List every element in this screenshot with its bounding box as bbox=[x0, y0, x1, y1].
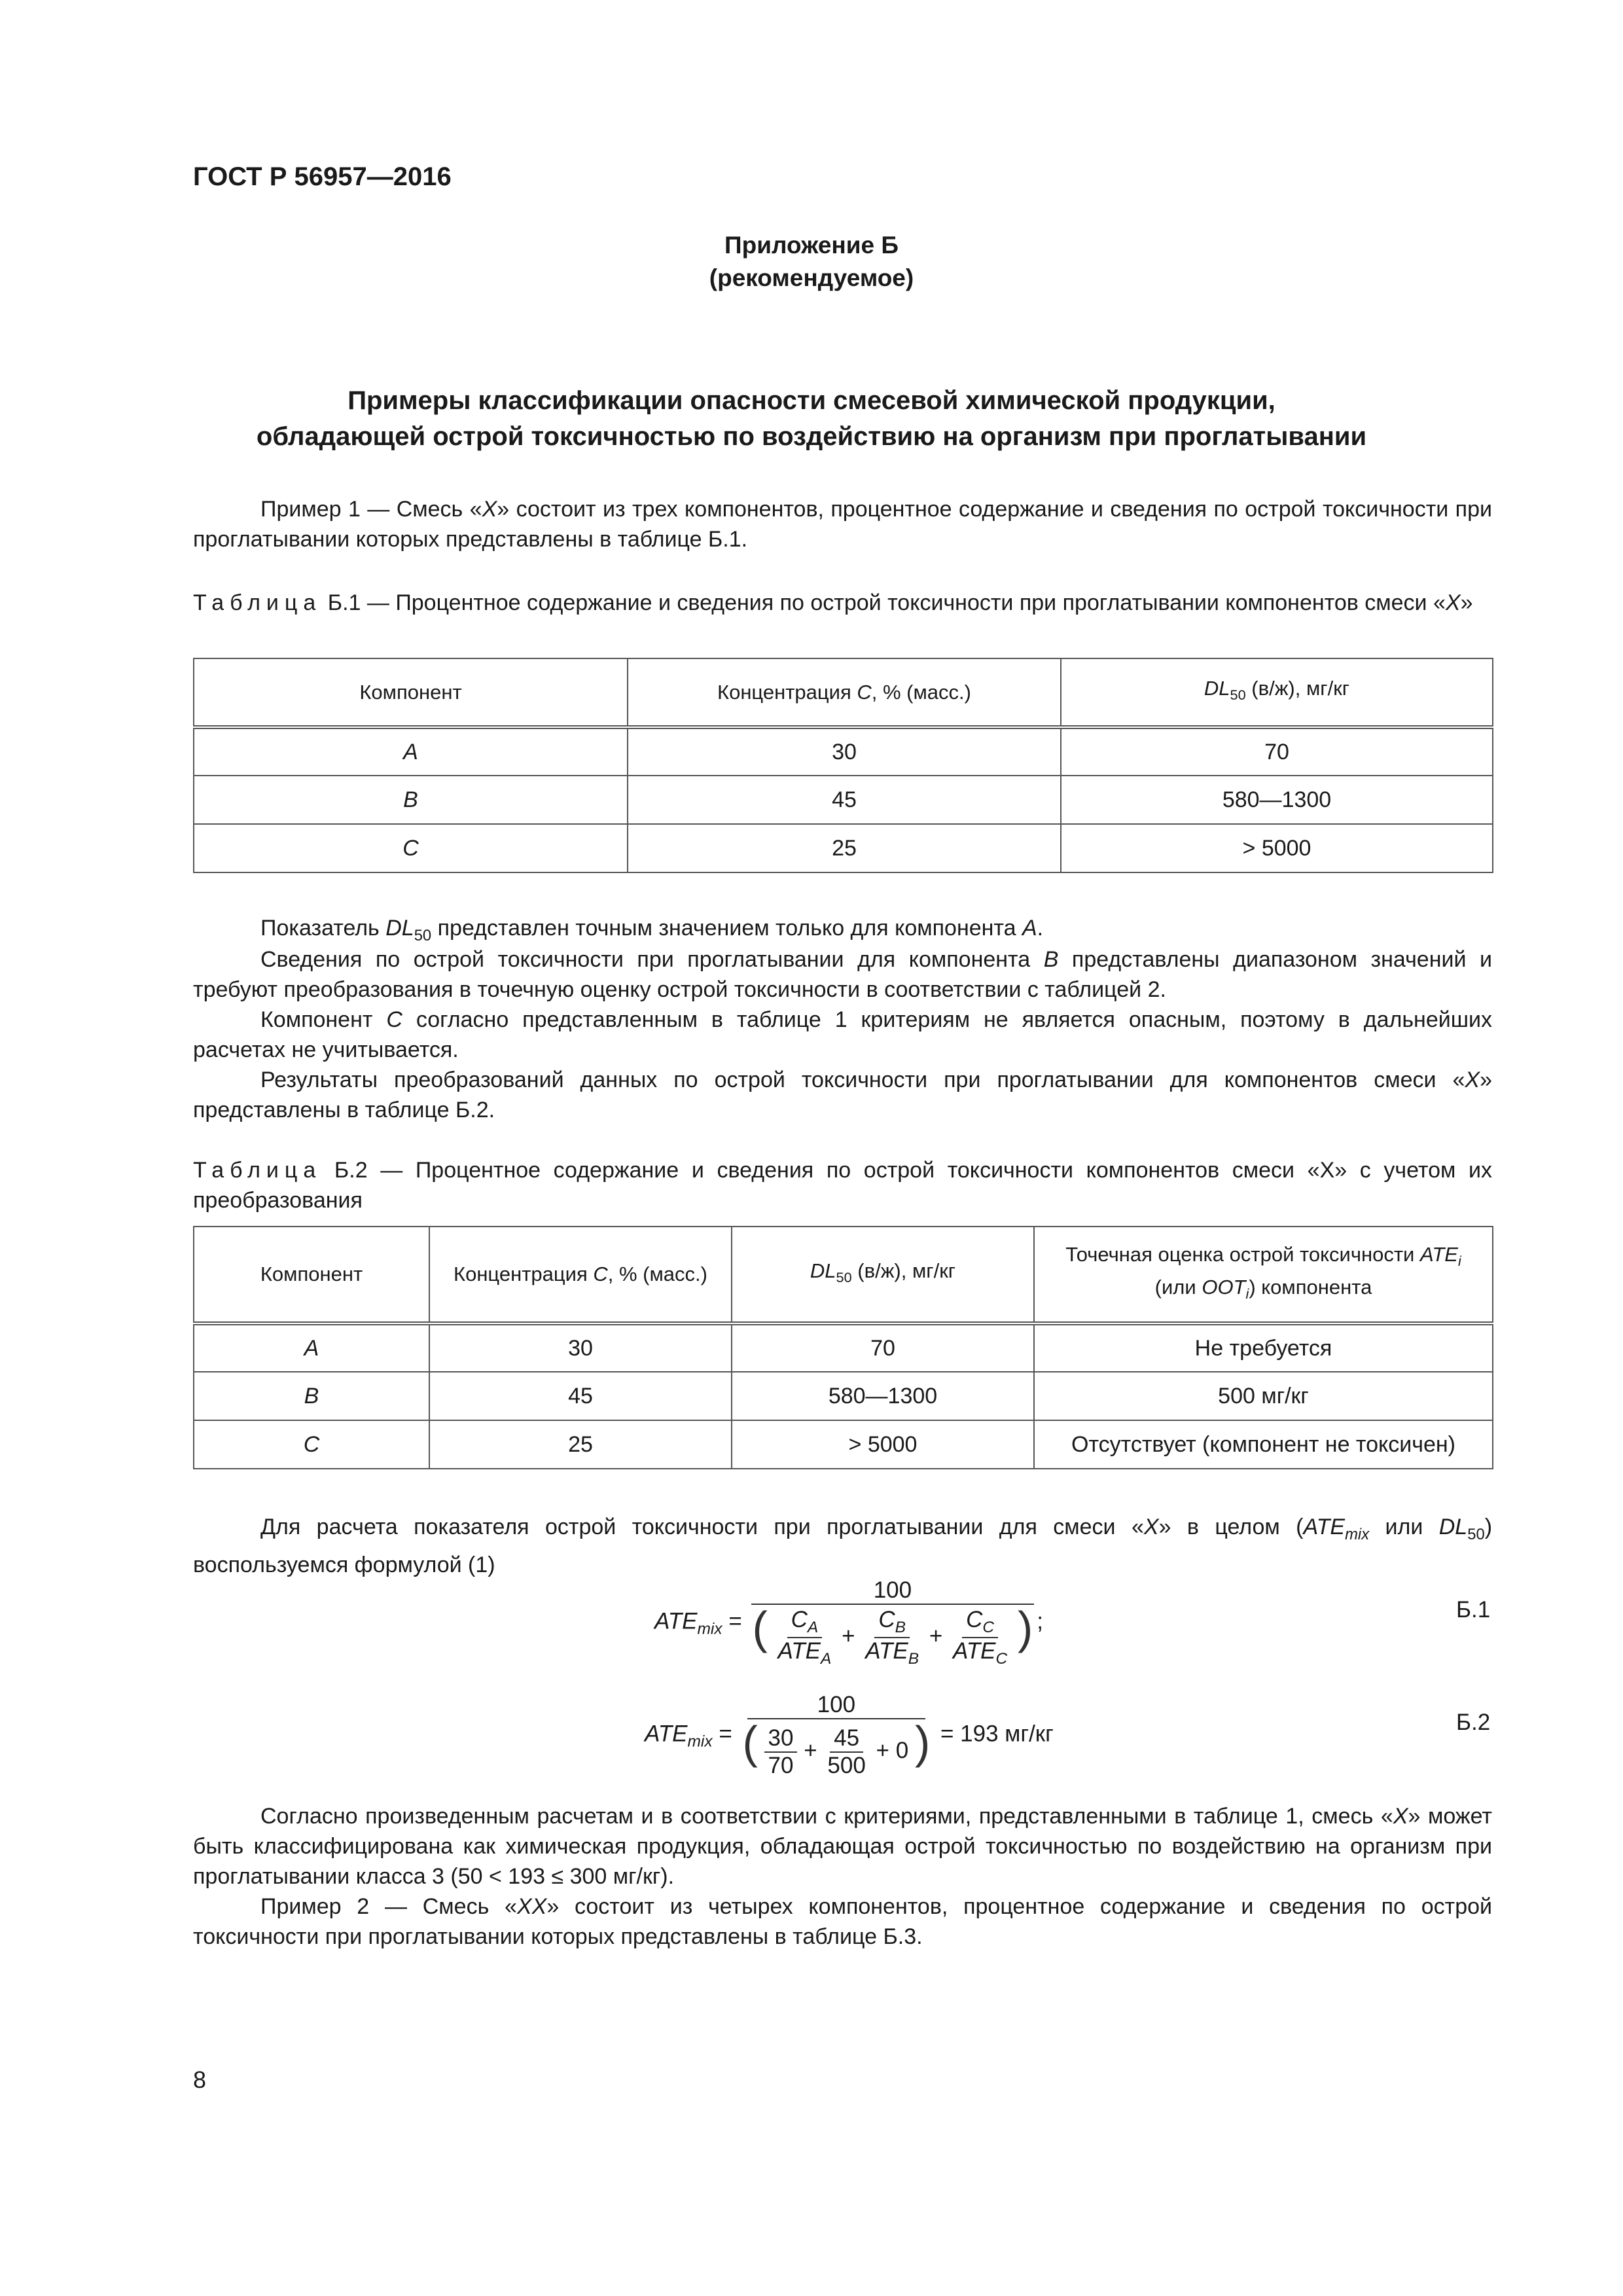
conclusion-paragraph: Согласно произведенным расчетам и в соответствии с критериями, представленными в таблице 1, смесь «X» может быть классифицирована как химическая продукция, обладающая острой токсичностью по воздействию на организм при проглатывании класса 3 (50 < 193 ≤ 300 мг/кг). bbox=[193, 1804, 1493, 1889]
table2-cell-ate: Отсутствует (компонент не токсичен) bbox=[1034, 1420, 1493, 1469]
table-row bbox=[194, 1372, 1493, 1420]
table2-cell-concentration: 25 bbox=[429, 1420, 732, 1469]
table2-header-dl50: $DL_{50}$ (в/ж), мг/кг bbox=[732, 1227, 1034, 1323]
table2-cell-dl50: 70 bbox=[732, 1323, 1034, 1372]
table-row bbox=[194, 727, 1493, 776]
annex-label: Приложение Б bbox=[724, 232, 899, 259]
table1-caption: Таблица Б.1 — Процентное содержание и сведения по острой токсичности при проглатывании компонентов смеси «X» bbox=[193, 590, 1473, 615]
table1-header-dl50: $DL_{50}$ (в/ж), мг/кг bbox=[1061, 658, 1493, 727]
table2-header-ate: Точечная оценка острой токсичности $ATE_i$ (или $OOT_i$) компонента bbox=[1034, 1227, 1493, 1323]
annex-title bbox=[0, 383, 1623, 455]
table2-header-concentration: Концентрация C, % (масс.) bbox=[429, 1227, 732, 1323]
calc-intro-paragraph: Для расчета показателя острой токсичности при проглатывании для смеси «X» в целом ($ATE_{mix}$ или $DL_{50}$) воспользуемся формулой (1) bbox=[193, 1515, 1493, 1577]
table2-cell-concentration: 30 bbox=[429, 1323, 732, 1372]
table-row bbox=[194, 776, 1493, 824]
table2-cell-component: A bbox=[194, 1323, 429, 1372]
table1-header-component: Компонент bbox=[194, 658, 628, 727]
document-code: ГОСТ Р 56957—2016 bbox=[193, 162, 452, 191]
table2-cell-dl50: 580—1300 bbox=[732, 1372, 1034, 1420]
table2-header-row bbox=[194, 1227, 1493, 1323]
table2-cell-component: B bbox=[194, 1372, 429, 1420]
table-row bbox=[194, 1323, 1493, 1372]
table1-cell-component: C bbox=[194, 824, 628, 872]
table1-cell-concentration: 25 bbox=[628, 824, 1061, 872]
annex-title-line2: обладающей острой токсичностью по воздействию на организм при проглатывании bbox=[256, 422, 1367, 451]
table2 bbox=[193, 1226, 1493, 1469]
annex-title-line1: Примеры классификации опасности смесевой химической продукции, bbox=[348, 386, 1275, 415]
example2-paragraph: Пример 2 — Смесь «XX» состоит из четырех компонентов, процентное содержание и сведения по острой токсичности при проглатывании которых представлены в таблице Б.3. bbox=[193, 1894, 1493, 1949]
table1-cell-component: A bbox=[194, 727, 628, 776]
table1-header-concentration: Концентрация C, % (масс.) bbox=[628, 658, 1061, 727]
paragraph-results: Результаты преобразований данных по острой токсичности при проглатывании для компонентов смеси «X» представлены в таблице Б.2. bbox=[193, 1067, 1492, 1122]
formula-b2-number: Б.2 bbox=[1456, 1710, 1491, 1735]
table2-header-component: Компонент bbox=[194, 1227, 429, 1323]
paragraph-component-c: Компонент C согласно представленным в таблице 1 критериям не является опасным, поэтому в дальнейших расчетах не учитывается. bbox=[193, 1007, 1493, 1062]
table1-cell-dl50: 580—1300 bbox=[1061, 776, 1493, 824]
table1-cell-concentration: 45 bbox=[628, 776, 1061, 824]
example1-paragraph: Пример 1 — Смесь «X» состоит из трех компонентов, процентное содержание и сведения по острой токсичности при проглатывании которых представлены в таблице Б.1. bbox=[193, 497, 1492, 552]
formula-b2: $ATE_{mix}$ = 100 ( $\frac{30}{70}$ + $\frac{45}{500}$ + 0 ) = 193 мг/кг bbox=[645, 1692, 1054, 1778]
formula-b1-number: Б.1 bbox=[1456, 1597, 1491, 1623]
formula-b2-fraction: 100 ( $\frac{30}{70}$ + $\frac{45}{500}$ + 0 ) bbox=[742, 1692, 931, 1778]
paragraph-component-b: Сведения по острой токсичности при проглатывании для компонента B представлены диапазоном значений и требуют преобразования в точечную оценку острой токсичности в соответствии с таблицей 2. bbox=[193, 947, 1493, 1002]
annex-heading bbox=[0, 229, 1623, 295]
table1-cell-dl50: > 5000 bbox=[1061, 824, 1493, 872]
table2-cell-ate: Не требуется bbox=[1034, 1323, 1493, 1372]
table1-cell-component: B bbox=[194, 776, 628, 824]
table2-cell-component: C bbox=[194, 1420, 429, 1469]
page-number: 8 bbox=[193, 2066, 207, 2093]
table1-header-row bbox=[194, 658, 1493, 727]
table1 bbox=[193, 658, 1493, 873]
table1-cell-dl50: 70 bbox=[1061, 727, 1493, 776]
table-row bbox=[194, 1420, 1493, 1469]
formula-b1: $ATE_{mix}$ = 100 ( $\frac{C_A}{ATE_A}$ + $\frac{C_B}{ATE_B}$ + $\frac{C_C}{ATE_C}$ ) ; bbox=[654, 1577, 1044, 1668]
table2-cell-ate: 500 мг/кг bbox=[1034, 1372, 1493, 1420]
paragraph-dl50-note: Показатель $DL_{50}$ представлен точным значением только для компонента A. bbox=[260, 916, 1044, 944]
table1-cell-concentration: 30 bbox=[628, 727, 1061, 776]
table2-caption: Таблица Б.2 — Процентное содержание и сведения по острой токсичности компонентов смеси «X» с учетом их преобразования bbox=[193, 1158, 1492, 1213]
annex-status: (рекомендуемое) bbox=[709, 264, 914, 291]
table2-cell-concentration: 45 bbox=[429, 1372, 732, 1420]
table2-cell-dl50: > 5000 bbox=[732, 1420, 1034, 1469]
table-row bbox=[194, 824, 1493, 872]
formula-b1-fraction: 100 ( $\frac{C_A}{ATE_A}$ + $\frac{C_B}{ATE_B}$ + $\frac{C_C}{ATE_C}$ ) bbox=[752, 1577, 1033, 1668]
